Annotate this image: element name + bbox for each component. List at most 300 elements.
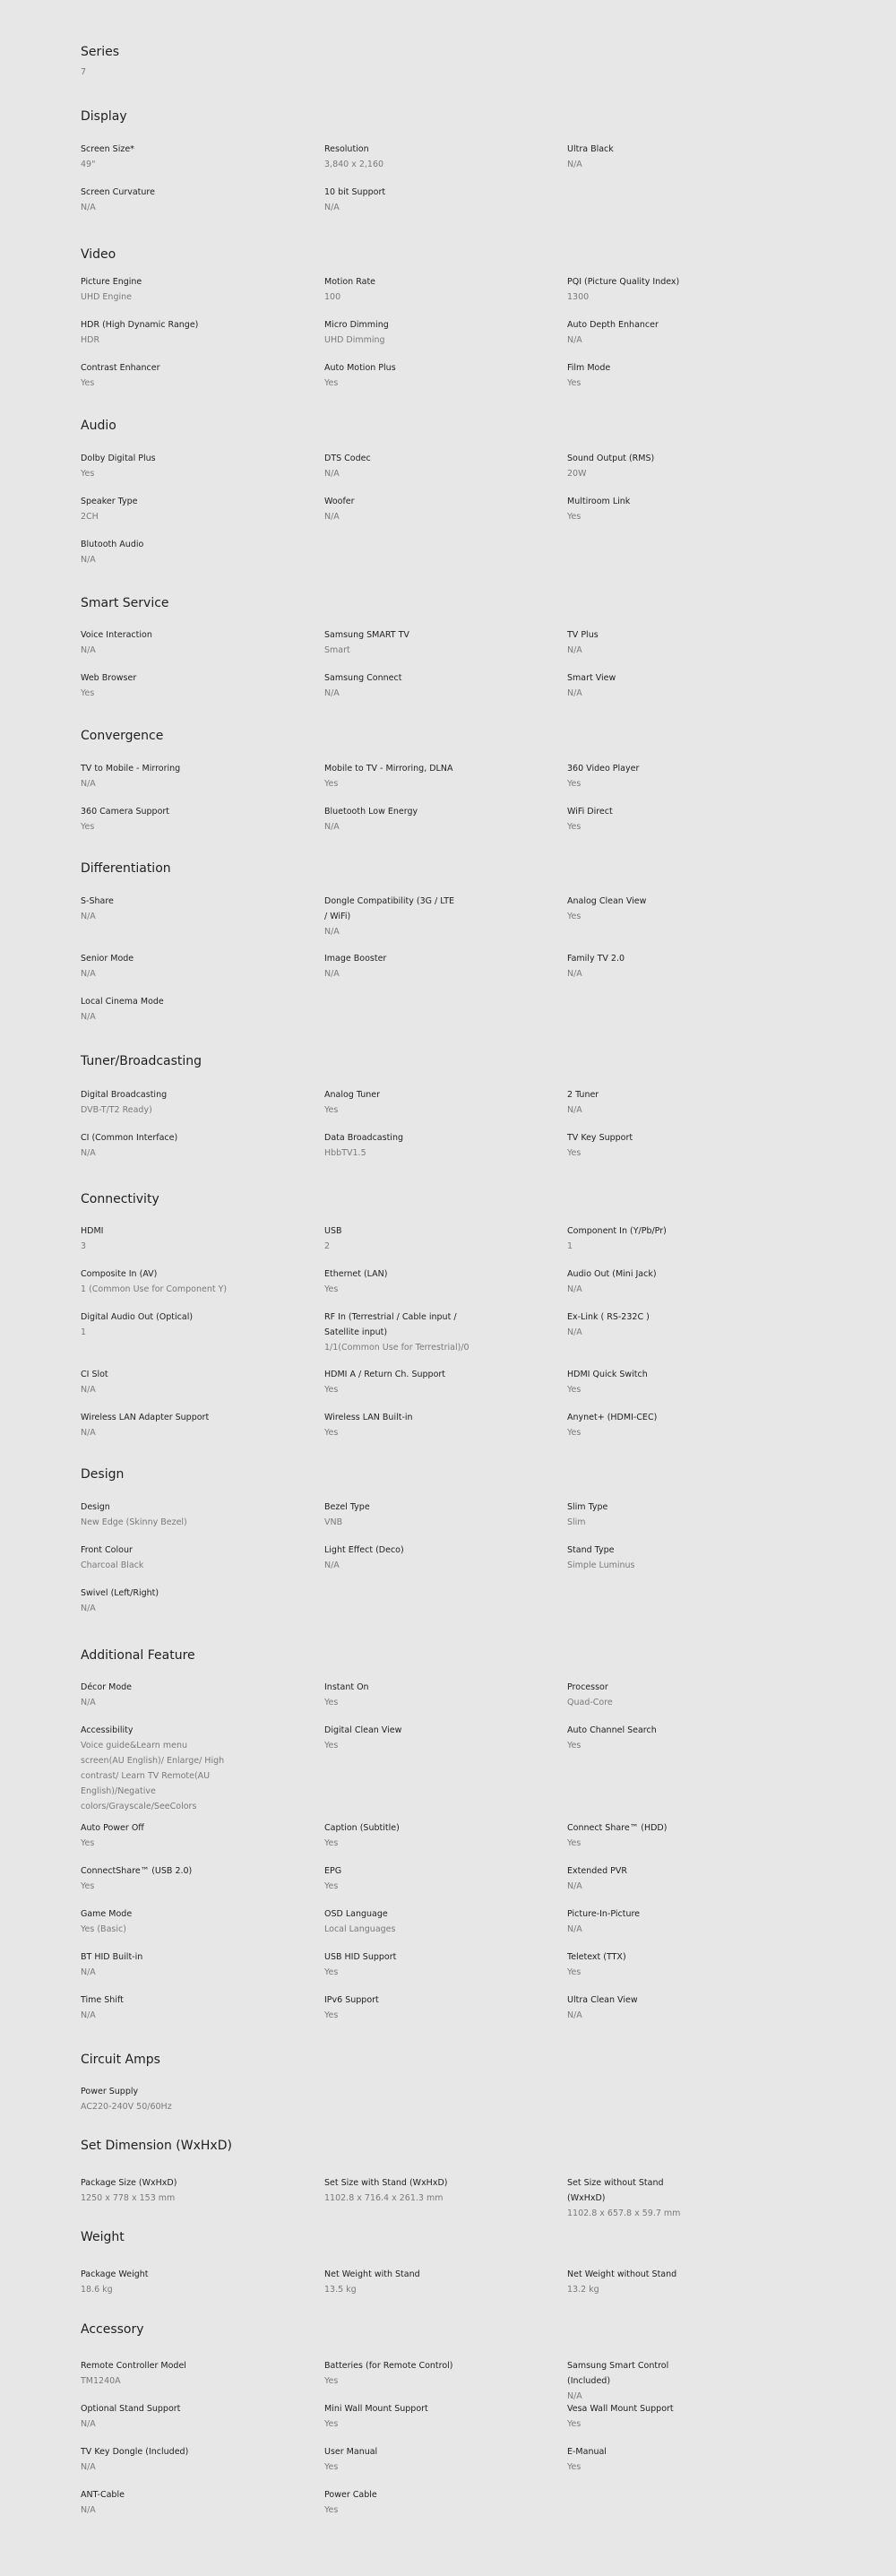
spec-item-film-mode [567,360,791,391]
spec-label: BT HID Built-in [81,1952,143,1962]
spec-item-audio-out-mini-jack [567,1266,791,1297]
spec-label: HDMI A / Return Ch. Support [324,1370,446,1379]
spec-label: Speaker Type [81,497,138,506]
spec-label: EPG [324,1866,342,1876]
spec-value: N/A [81,912,96,921]
spec-item-digital-audio-out-optical [81,1310,305,1340]
spec-value: N/A [81,203,96,212]
section-title-set-dimension-wxhxd: Set Dimension (WxHxD) [81,2139,232,2153]
spec-item-connectshare-usb-2-0 [81,1863,305,1894]
spec-value: N/A [567,645,582,655]
spec-label: HDMI Quick Switch [567,1370,648,1379]
spec-label: Mobile to TV - Mirroring, DLNA [324,764,453,774]
spec-item-hdmi-a-return-ch-support [324,1367,548,1397]
section-title-differentiation: Differentiation [81,861,171,876]
section-title-connectivity: Connectivity [81,1192,159,1206]
spec-label: Instant On [324,1682,369,1692]
spec-value: N/A [81,2462,96,2472]
spec-item-rf-in-terrestrial-cable-input-satellite-input [324,1310,548,1355]
spec-label: E-Manual [567,2447,607,2457]
spec-value: Yes [567,512,582,522]
spec-item-caption-subtitle [324,1820,548,1851]
spec-value: Yes [324,1967,339,1977]
spec-label: Set Size with Stand (WxHxD) [324,2178,448,2188]
spec-item-design [81,1500,305,1530]
spec-label: S-Share [81,896,114,906]
spec-value: N/A [81,1148,96,1158]
spec-item-d-cor-mode [81,1680,305,1710]
spec-label: Dongle Compatibility (3G / LTE / WiFi) [324,896,455,921]
spec-item-light-effect-deco [324,1543,548,1573]
spec-label: Connect Share™ (HDD) [567,1823,668,1833]
spec-item-auto-motion-plus [324,360,548,391]
spec-label: Picture-In-Picture [567,1909,641,1919]
spec-value: 1102.8 x 716.4 x 261.3 mm [324,2193,444,2203]
spec-item-wireless-lan-built-in [324,1410,548,1440]
spec-value: 100 [324,292,341,302]
spec-item-optional-stand-support [81,2401,305,2432]
spec-item-data-broadcasting [324,1130,548,1161]
spec-label: HDR (High Dynamic Range) [81,320,199,330]
spec-value: 1102.8 x 657.8 x 59.7 mm [567,2209,681,2218]
spec-value: 1/1(Common Use for Terrestrial)/0 [324,1343,470,1353]
spec-value: Yes [324,2376,339,2386]
spec-label: Bluetooth Low Energy [324,807,418,817]
spec-value: 3,840 x 2,160 [324,160,384,169]
spec-label: Digital Audio Out (Optical) [81,1312,194,1322]
spec-item-composite-in-av [81,1266,305,1297]
spec-label: Audio Out (Mini Jack) [567,1269,657,1279]
spec-label: Analog Clean View [567,896,647,906]
spec-label: Analog Tuner [324,1090,380,1100]
spec-value: Yes [324,2505,339,2515]
spec-item-mini-wall-mount-support [324,2401,548,2432]
spec-value: N/A [567,1881,582,1891]
spec-item-digital-broadcasting [81,1087,305,1118]
spec-value: AC220-240V 50/60Hz [81,2102,172,2112]
spec-value: Yes [567,2462,582,2472]
spec-value: N/A [567,2010,582,2020]
spec-label: Wireless LAN Built-in [324,1413,413,1422]
spec-value: HDR [81,335,100,345]
spec-value: N/A [81,1012,96,1022]
spec-value: N/A [81,1428,96,1438]
spec-label: Ultra Black [567,144,614,154]
spec-label: Voice Interaction [81,630,152,640]
spec-value: N/A [81,645,96,655]
spec-item-ipv6-support [324,1993,548,2023]
spec-value: New Edge (Skinny Bezel) [81,1517,187,1527]
spec-label: Batteries (for Remote Control) [324,2361,453,2371]
spec-item-ci-common-interface [81,1130,305,1161]
spec-label: Light Effect (Deco) [324,1545,404,1555]
spec-item-ant-cable [81,2487,305,2518]
spec-label: ANT-Cable [81,2490,125,2500]
spec-item-set-size-with-stand-wxhxd [324,2175,548,2206]
spec-item-10-bit-support [324,185,548,215]
spec-value: Yes [567,2419,582,2429]
spec-value: Yes [324,1385,339,1395]
spec-item-image-booster [324,951,548,981]
spec-item-package-size-wxhxd [81,2175,305,2206]
spec-label: Film Mode [567,363,611,373]
spec-label: Optional Stand Support [81,2404,181,2414]
spec-label: 360 Camera Support [81,807,170,817]
spec-item-samsung-smart-control-included [567,2358,791,2404]
section-title-video: Video [81,247,116,262]
spec-label: Screen Curvature [81,187,155,197]
section-title-smart-service: Smart Service [81,596,169,610]
spec-item-tv-key-dongle-included [81,2444,305,2475]
spec-item-screen-curvature [81,185,305,215]
spec-label: IPv6 Support [324,1995,379,2005]
spec-value: Yes [81,688,95,698]
spec-value: N/A [81,1967,96,1977]
spec-value: 3 [81,1241,87,1251]
spec-value: N/A [81,1385,96,1395]
spec-item-front-colour [81,1543,305,1573]
spec-label: Micro Dimming [324,320,389,330]
spec-item-samsung-smart-tv [324,627,548,658]
spec-value: Local Languages [324,1924,396,1934]
spec-label: Auto Power Off [81,1823,144,1833]
spec-value: Yes [81,822,95,832]
spec-label: CI Slot [81,1370,108,1379]
spec-item-power-supply [81,2084,305,2114]
spec-value: 13.2 kg [567,2285,599,2295]
spec-value: N/A [81,2505,96,2515]
spec-item-instant-on [324,1680,548,1710]
spec-item-speaker-type [81,494,305,524]
spec-value: UHD Engine [81,292,132,302]
spec-value: N/A [567,969,582,979]
spec-item-2-tuner [567,1087,791,1118]
spec-value: N/A [324,927,340,937]
spec-label: Wireless LAN Adapter Support [81,1413,210,1422]
spec-value: Yes [567,378,582,388]
spec-value: N/A [567,1284,582,1294]
spec-value: N/A [324,1560,340,1570]
spec-item-contrast-enhancer [81,360,305,391]
spec-label: RF In (Terrestrial / Cable input / Satellite input) [324,1312,457,1337]
spec-label: Stand Type [567,1545,615,1555]
spec-value: Yes [567,1428,582,1438]
spec-label: Processor [567,1682,608,1692]
spec-label: Swivel (Left/Right) [81,1588,159,1598]
spec-label: Digital Clean View [324,1725,402,1735]
spec-item-remote-controller-model [81,2358,305,2389]
spec-value: N/A [81,1604,96,1613]
spec-value: Yes [81,1881,95,1891]
spec-label: Image Booster [324,954,387,964]
spec-label: Accessibility [81,1725,134,1735]
spec-label: Composite In (AV) [81,1269,158,1279]
spec-value: UHD Dimming [324,335,385,345]
spec-label: Woofer [324,497,355,506]
spec-label: Data Broadcasting [324,1133,403,1143]
spec-label: Senior Mode [81,954,134,964]
spec-item-screen-size [81,142,305,172]
spec-item-bezel-type [324,1500,548,1530]
spec-value: Yes [567,1148,582,1158]
spec-label: Picture Engine [81,277,142,287]
section-title-circuit-amps: Circuit Amps [81,2053,160,2067]
spec-item-stand-type [567,1543,791,1573]
spec-label: Design [81,1502,110,1512]
spec-value: N/A [81,555,96,565]
spec-label: Slim Type [567,1502,608,1512]
spec-value: Yes [567,1838,582,1848]
spec-item-auto-power-off [81,1820,305,1851]
spec-label: Web Browser [81,673,137,683]
spec-item-s-share [81,894,305,924]
spec-value: Yes [81,469,95,479]
spec-label: Package Size (WxHxD) [81,2178,177,2188]
spec-item-hdmi-quick-switch [567,1367,791,1397]
spec-label: TV to Mobile - Mirroring [81,764,181,774]
spec-item-processor [567,1680,791,1710]
spec-value: N/A [567,160,582,169]
spec-item-dongle-compatibility-3g-lte-wifi [324,894,548,939]
spec-value: 1250 x 778 x 153 mm [81,2193,176,2203]
spec-item-usb [324,1223,548,1254]
spec-item-smart-view [567,670,791,701]
spec-value: Yes [324,378,339,388]
spec-item-360-camera-support [81,804,305,834]
spec-label: CI (Common Interface) [81,1133,178,1143]
spec-label: TV Key Dongle (Included) [81,2447,189,2457]
spec-item-connect-share-hdd [567,1820,791,1851]
spec-label: Game Mode [81,1909,133,1919]
spec-item-360-video-player [567,761,791,791]
spec-label: Ultra Clean View [567,1995,638,2005]
spec-item-time-shift [81,1993,305,2023]
spec-value: Yes [567,1741,582,1750]
spec-value: N/A [324,688,340,698]
spec-value: Yes [81,1838,95,1848]
spec-item-usb-hid-support [324,1949,548,1980]
spec-item-net-weight-with-stand [324,2267,548,2297]
spec-label: Extended PVR [567,1866,627,1876]
spec-item-swivel-left-right [81,1586,305,1616]
spec-value: Smart [324,645,350,655]
spec-label: User Manual [324,2447,378,2457]
spec-value: Yes [324,2419,339,2429]
spec-item-pqi-picture-quality-index [567,274,791,305]
spec-label: Ex-Link ( RS-232C ) [567,1312,650,1322]
spec-item-component-in-y-pb-pr [567,1223,791,1254]
spec-item-sound-output-rms [567,451,791,481]
spec-value: 2CH [81,512,99,522]
spec-label: Power Cable [324,2490,377,2500]
spec-value: 18.6 kg [81,2285,113,2295]
spec-item-motion-rate [324,274,548,305]
spec-value: N/A [324,822,340,832]
spec-label: Auto Channel Search [567,1725,657,1735]
spec-value: 7 [81,67,87,77]
spec-label: Set Size without Stand (WxHxD) [567,2178,664,2203]
spec-label: USB [324,1226,342,1236]
section-title-display: Display [81,109,127,124]
spec-item-resolution [324,142,548,172]
spec-value: HbbTV1.5 [324,1148,366,1158]
spec-label: HDMI [81,1226,104,1236]
spec-item-analog-clean-view [567,894,791,924]
spec-value: N/A [324,469,340,479]
spec-label: Samsung Smart Control (Included) [567,2361,669,2386]
spec-label: Motion Rate [324,277,376,287]
spec-label: Ethernet (LAN) [324,1269,388,1279]
spec-value: 2 [324,1241,331,1251]
section-title-convergence: Convergence [81,729,164,743]
spec-item-package-weight [81,2267,305,2297]
spec-value: Yes [324,1698,339,1707]
spec-value: Quad-Core [567,1698,613,1707]
spec-label: Samsung SMART TV [324,630,409,640]
spec-value: Yes [324,1838,339,1848]
spec-label: TV Plus [567,630,599,640]
spec-item-tv-key-support [567,1130,791,1161]
spec-value: Slim [567,1517,586,1527]
spec-label: Bezel Type [324,1502,370,1512]
spec-item-power-cable [324,2487,548,2518]
spec-value: N/A [567,2391,582,2401]
spec-value: Yes [324,1428,339,1438]
spec-item-micro-dimming [324,317,548,348]
spec-label: TV Key Support [567,1133,633,1143]
spec-label: Local Cinema Mode [81,997,164,1007]
spec-label: Component In (Y/Pb/Pr) [567,1226,667,1236]
section-title-tuner-broadcasting: Tuner/Broadcasting [81,1054,202,1068]
spec-item-local-cinema-mode [81,994,305,1024]
spec-value: Yes [324,779,339,789]
spec-label: Remote Controller Model [81,2361,186,2371]
spec-value: N/A [567,1924,582,1934]
spec-value: N/A [81,1698,96,1707]
spec-item-woofer [324,494,548,524]
spec-value: N/A [324,969,340,979]
spec-item-multiroom-link [567,494,791,524]
spec-value: TM1240A [81,2376,121,2386]
spec-item-ci-slot [81,1367,305,1397]
spec-label: Teletext (TTX) [567,1952,626,1962]
spec-item-epg [324,1863,548,1894]
spec-item-hdr-high-dynamic-range [81,317,305,348]
spec-label: USB HID Support [324,1952,397,1962]
spec-item-blutooth-audio [81,537,305,567]
spec-value: Yes [567,779,582,789]
spec-value: 1 [81,1327,87,1337]
spec-item-ex-link-rs-232c [567,1310,791,1340]
spec-item-digital-clean-view [324,1723,548,1753]
spec-value: N/A [81,969,96,979]
spec-item-tv-plus [567,627,791,658]
spec-item-analog-tuner [324,1087,548,1118]
spec-value: Charcoal Black [81,1560,144,1570]
spec-item-user-manual [324,2444,548,2475]
spec-value: Yes [324,1105,339,1115]
spec-item-slim-type [567,1500,791,1530]
spec-label: Vesa Wall Mount Support [567,2404,674,2414]
spec-label: Multiroom Link [567,497,631,506]
spec-item-wireless-lan-adapter-support [81,1410,305,1440]
spec-value: N/A [567,335,582,345]
spec-value: DVB-T/T2 Ready) [81,1105,152,1115]
spec-item-vesa-wall-mount-support [567,2401,791,2432]
spec-item-dts-codec [324,451,548,481]
spec-label: Anynet+ (HDMI-CEC) [567,1413,658,1422]
spec-item-ultra-clean-view [567,1993,791,2023]
section-title-audio: Audio [81,419,116,433]
spec-value: N/A [81,779,96,789]
spec-label: Sound Output (RMS) [567,454,655,463]
spec-label: Caption (Subtitle) [324,1823,400,1833]
spec-label: Contrast Enhancer [81,363,160,373]
spec-item-extended-pvr [567,1863,791,1894]
spec-label: Auto Motion Plus [324,363,396,373]
spec-item-tv-to-mobile-mirroring [81,761,305,791]
spec-label: Family TV 2.0 [567,954,625,964]
spec-value: N/A [81,2419,96,2429]
spec-label: Dolby Digital Plus [81,454,156,463]
spec-label: 360 Video Player [567,764,640,774]
spec-value: N/A [567,1327,582,1337]
section-title-accessory: Accessory [81,2322,144,2337]
spec-value: Yes [324,2462,339,2472]
spec-value: 1 (Common Use for Component Y) [81,1284,228,1294]
spec-value: Yes [567,912,582,921]
spec-value: Yes (Basic) [81,1924,126,1934]
spec-label: WiFi Direct [567,807,613,817]
spec-item-family-tv-2-0 [567,951,791,981]
spec-value: 49" [81,160,96,169]
spec-label: Digital Broadcasting [81,1090,168,1100]
spec-value: Yes [567,1385,582,1395]
spec-label: OSD Language [324,1909,388,1919]
spec-value: N/A [81,2010,96,2020]
spec-item-anynet-hdmi-cec [567,1410,791,1440]
spec-value: 1 [567,1241,573,1251]
spec-item-bt-hid-built-in [81,1949,305,1980]
spec-item-dolby-digital-plus [81,451,305,481]
spec-item-batteries-for-remote-control [324,2358,548,2389]
spec-item-voice-interaction [81,627,305,658]
spec-item-hdmi [81,1223,305,1254]
spec-item-picture-in-picture [567,1906,791,1937]
spec-value: 13.5 kg [324,2285,357,2295]
spec-value: N/A [567,688,582,698]
spec-item-ethernet-lan [324,1266,548,1297]
spec-label: Power Supply [81,2087,139,2096]
spec-item-web-browser [81,670,305,701]
section-title-weight: Weight [81,2230,125,2244]
spec-label: Screen Size* [81,144,134,154]
spec-value: Yes [81,378,95,388]
spec-label: DTS Codec [324,454,371,463]
spec-value: Yes [324,1284,339,1294]
spec-item-accessibility [81,1723,305,1814]
spec-value: 20W [567,469,587,479]
spec-value: Yes [567,822,582,832]
spec-item-osd-language [324,1906,548,1937]
spec-label: Samsung Connect [324,673,402,683]
spec-item-senior-mode [81,951,305,981]
spec-label: 10 bit Support [324,187,386,197]
spec-value: N/A [324,203,340,212]
spec-item-net-weight-without-stand [567,2267,791,2297]
spec-item-samsung-connect [324,670,548,701]
spec-value: Voice guide&Learn menu screen(AU English)/ Enlarge/ High contrast/ Learn TV Remote(AU English)/Negative colors/Grayscale/SeeColors [81,1741,225,1811]
